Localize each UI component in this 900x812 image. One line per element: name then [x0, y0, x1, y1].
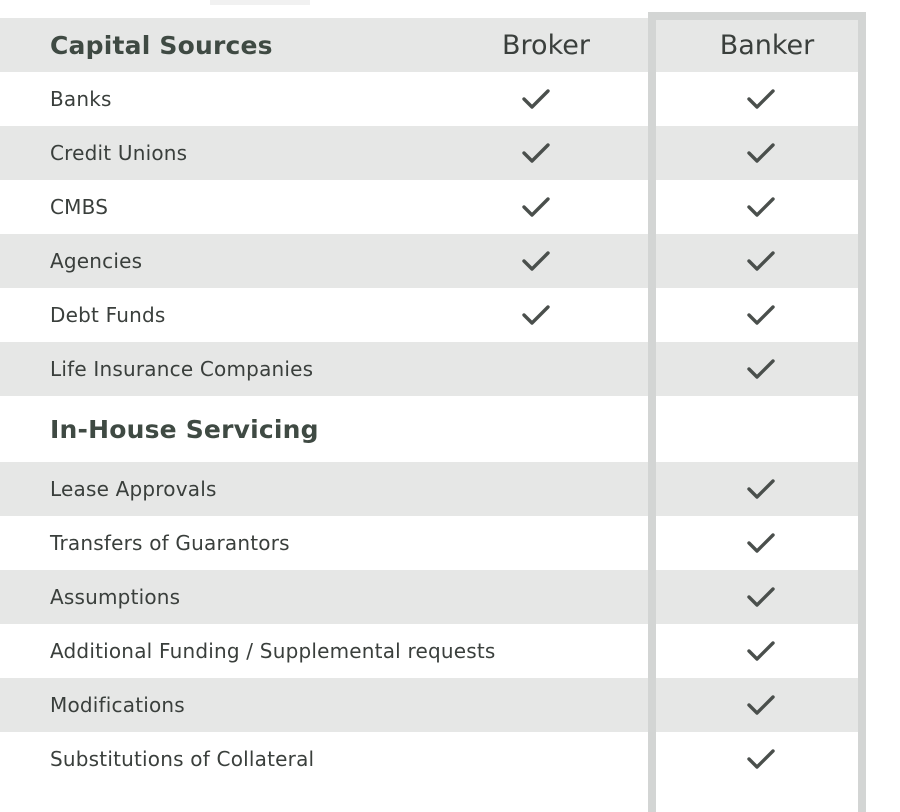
row-label: Lease Approvals	[50, 477, 217, 501]
row-label: Additional Funding / Supplemental requests	[50, 639, 496, 663]
row-label: Modifications	[50, 693, 185, 717]
comparison-table	[0, 18, 866, 786]
table-row	[0, 462, 866, 516]
banker-checkmark-icon	[746, 693, 776, 717]
banker-checkmark-icon	[746, 249, 776, 273]
banker-checkmark-icon	[746, 87, 776, 111]
row-label: Agencies	[50, 249, 143, 273]
table-row	[0, 516, 866, 570]
broker-checkmark-icon	[521, 303, 551, 327]
capital-sources-rows	[0, 72, 866, 396]
table-row	[0, 732, 866, 786]
broker-checkmark-icon	[521, 87, 551, 111]
table-row	[0, 72, 866, 126]
servicing-rows	[0, 462, 866, 786]
row-label: Banks	[50, 87, 112, 111]
column-header-broker: Broker	[502, 29, 590, 61]
banker-checkmark-icon	[746, 585, 776, 609]
section-row-servicing	[0, 396, 866, 462]
table-row	[0, 180, 866, 234]
banker-checkmark-icon	[746, 303, 776, 327]
row-label: Substitutions of Collateral	[50, 747, 315, 771]
banker-checkmark-icon	[746, 477, 776, 501]
broker-checkmark-icon	[521, 249, 551, 273]
table-row	[0, 126, 866, 180]
table-row	[0, 234, 866, 288]
banker-checkmark-icon	[746, 747, 776, 771]
row-label: CMBS	[50, 195, 109, 219]
table-row	[0, 678, 866, 732]
section-heading-in-house-servicing: In-House Servicing	[50, 414, 319, 444]
table-row	[0, 570, 866, 624]
row-label: Debt Funds	[50, 303, 166, 327]
row-label: Transfers of Guarantors	[50, 531, 290, 555]
banker-checkmark-icon	[746, 195, 776, 219]
section-heading-capital-sources: Capital Sources	[50, 30, 273, 60]
table-header	[0, 18, 866, 72]
table-row	[0, 342, 866, 396]
banker-checkmark-icon	[746, 357, 776, 381]
top-decor	[210, 0, 310, 5]
column-header-banker: Banker	[719, 29, 815, 61]
row-label: Life Insurance Companies	[50, 357, 314, 381]
row-label: Credit Unions	[50, 141, 188, 165]
banker-checkmark-icon	[746, 639, 776, 663]
broker-checkmark-icon	[521, 195, 551, 219]
banker-checkmark-icon	[746, 141, 776, 165]
broker-checkmark-icon	[521, 141, 551, 165]
row-label: Assumptions	[50, 585, 181, 609]
table-row	[0, 288, 866, 342]
banker-checkmark-icon	[746, 531, 776, 555]
table-row	[0, 624, 866, 678]
